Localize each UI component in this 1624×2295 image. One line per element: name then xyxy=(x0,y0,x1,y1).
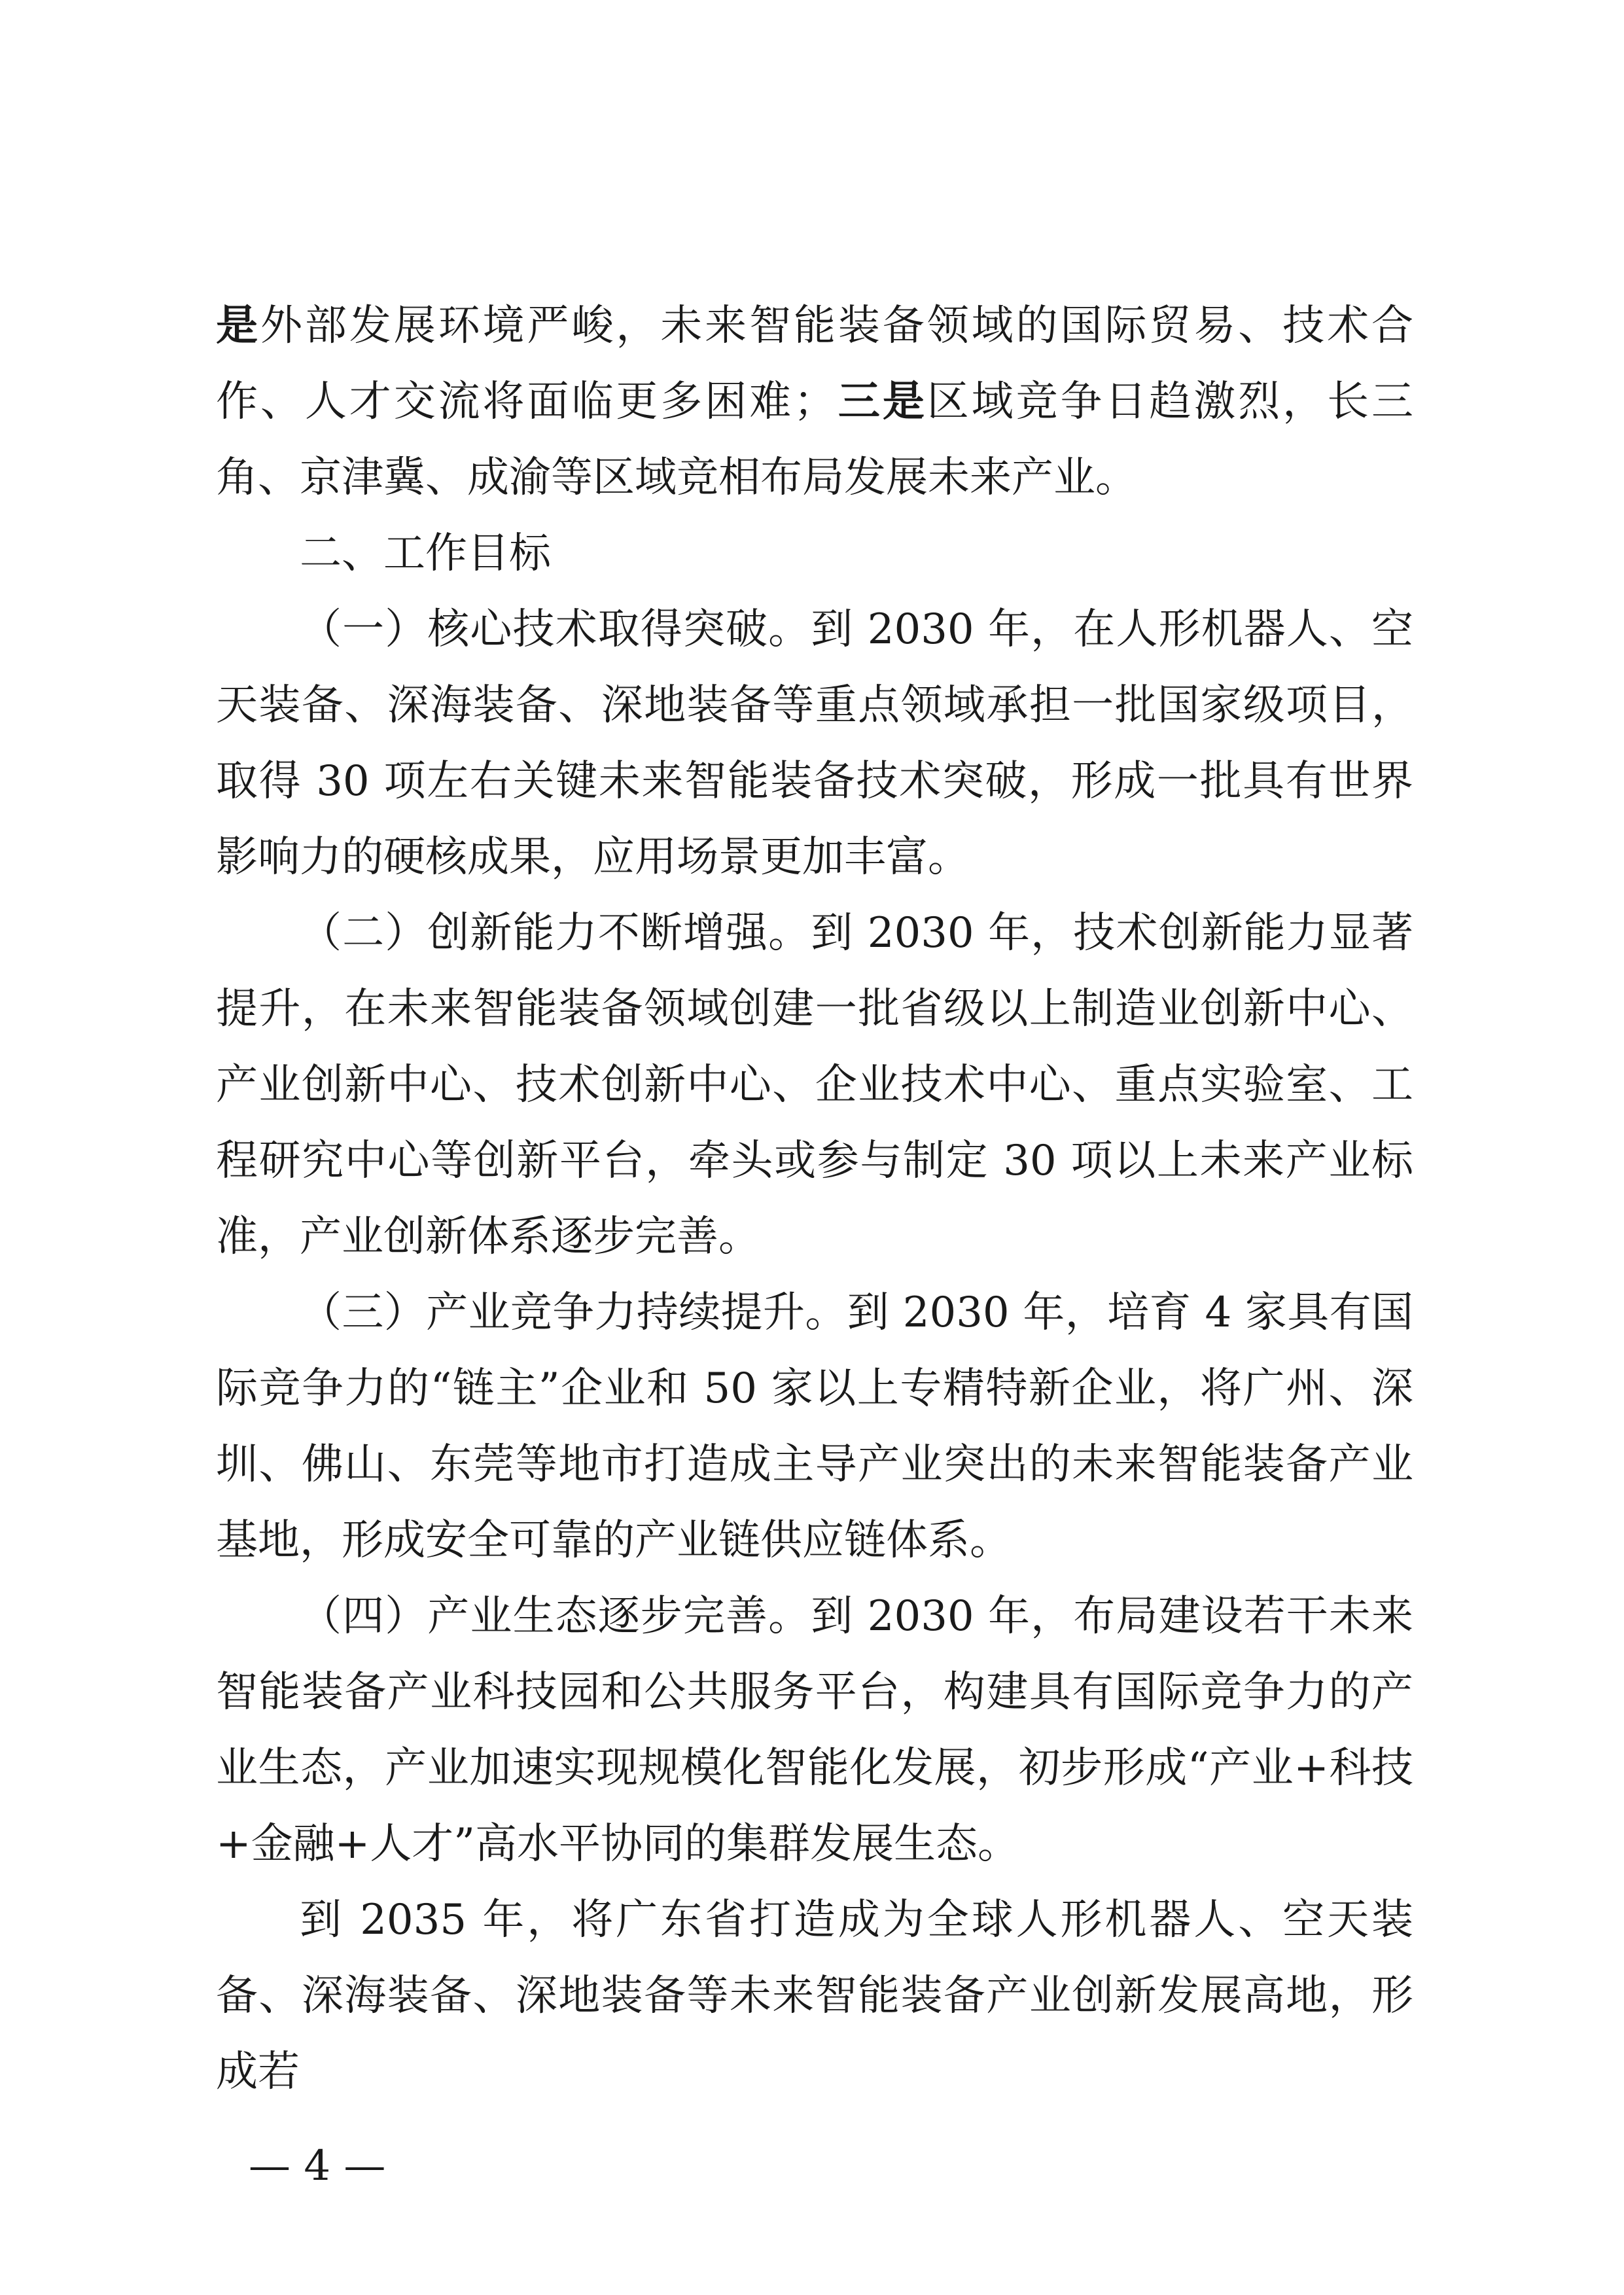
goal-competitiveness: （三）产业竞争力持续提升。到 2030 年，培育 4 家具有国际竞争力的“链主”企业和 50 家以上专精特新企业，将广州、深圳、佛山、东莞等地市打造成主导产业突出的未来智能装备产业基地，形成安全可靠的产业链供应链体系。 xyxy=(216,1289,1413,1565)
section-heading: 二、工作目标 xyxy=(300,529,551,578)
paragraph-text-1: 外部发展环境严峻，未来智能装备领域的国际贸易、技术合作、人才交流将面临更多困难； xyxy=(216,302,1414,426)
bold-lead-1: 是 xyxy=(216,302,260,350)
goal-2035: 到 2035 年，将广东省打造成为全球人形机器人、空天装备、深海装备、深地装备等未来智能装备产业创新发展高地，形成若 xyxy=(216,1896,1413,2096)
page-number: — 4 — xyxy=(249,2142,386,2190)
paragraph-context xyxy=(216,288,1413,516)
bold-lead-2: 三是 xyxy=(836,378,927,426)
goal-innovation: （二）创新能力不断增强。到 2030 年，技术创新能力显著提升，在未来智能装备领域创建一批省级以上制造业创新中心、产业创新中心、技术创新中心、企业技术中心、重点实验室、工程研究中心等创新平台，牵头或参与制定 30 项以上未来产业标准，产业创新体系逐步完善。 xyxy=(216,909,1413,1261)
goal-ecosystem: （四）产业生态逐步完善。到 2030 年，布局建设若干未来智能装备产业科技园和公共服务平台，构建具有国际竞争力的产业生态，产业加速实现规模化智能化发展，初步形成“产业+科技+金融+人才”高水平协同的集群发展生态。 xyxy=(216,1592,1413,1868)
goal-core-tech: （一）核心技术取得突破。到 2030 年，在人形机器人、空天装备、深海装备、深地装备等重点领域承担一批国家级项目，取得 30 项左右关键未来智能装备技术突破，形成一批具有世界影响力的硬核成果，应用场景更加丰富。 xyxy=(216,605,1413,881)
document-body xyxy=(216,288,1413,2110)
paragraph-text-2: 区域竞争日趋激烈，长三角、京津冀、成渝等区域竞相布局发展未来产业。 xyxy=(216,378,1414,502)
